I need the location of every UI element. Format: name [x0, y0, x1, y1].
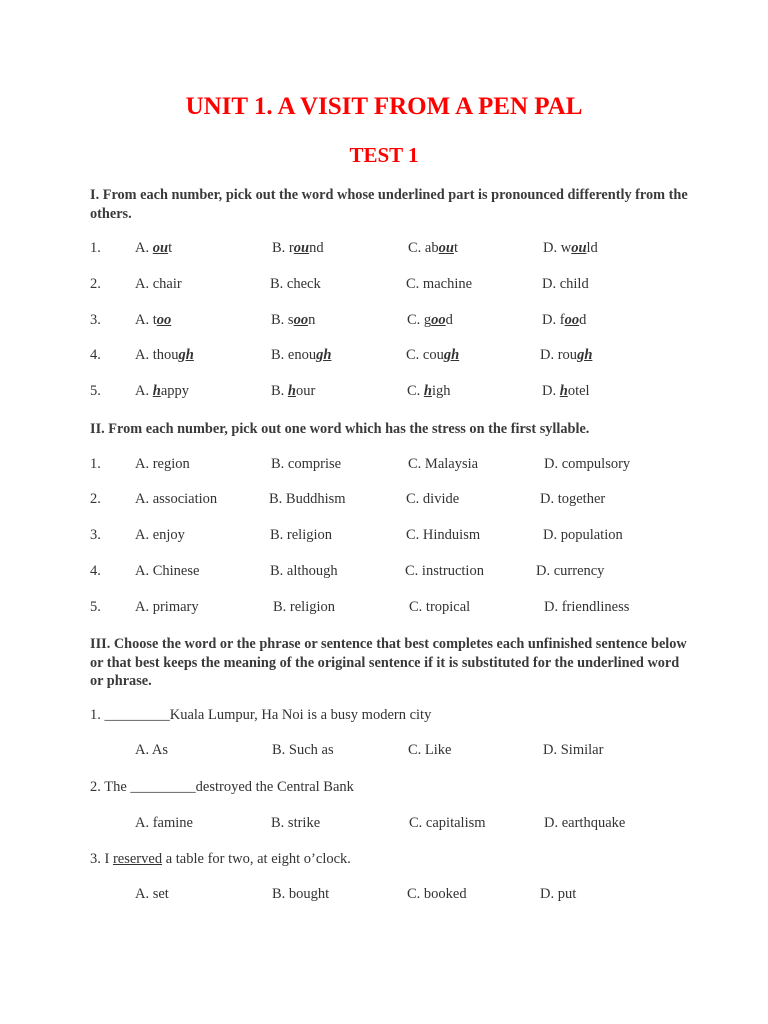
- option-a: A. association: [135, 491, 218, 507]
- section3-question-1-options: [0, 742, 768, 764]
- option-d: D. put: [540, 886, 577, 902]
- option-c: C. machine: [406, 276, 473, 292]
- option-b: B. comprise: [271, 456, 342, 472]
- option-b: B. bought: [272, 886, 330, 902]
- option-c: C. divide: [406, 491, 460, 507]
- option-d: D. would: [543, 240, 598, 256]
- section1-question-5: [0, 383, 768, 405]
- option-a: A. happy: [135, 383, 189, 399]
- option-a: A. too: [135, 312, 172, 328]
- section1-question-1: [0, 240, 768, 262]
- section2-question-5: [0, 599, 768, 621]
- option-d: D. currency: [536, 563, 605, 579]
- section2-question-1: [0, 456, 768, 478]
- option-a: A. set: [135, 886, 169, 902]
- option-c: C. good: [407, 312, 453, 328]
- question-number: 4.: [90, 563, 101, 579]
- option-a: A. As: [135, 742, 169, 758]
- option-a: A. region: [135, 456, 190, 472]
- section3-question-2-stem: 2. The _________destroyed the Central Bank: [90, 779, 354, 795]
- section2-instruction: II. From each number, pick out one word which has the stress on the first syllable.: [90, 421, 590, 437]
- section1-instruction: I. From each number, pick out the word whose underlined part is pronounced differently from the others.: [90, 187, 688, 222]
- option-b: B. enough: [271, 347, 332, 363]
- option-a: A. out: [135, 240, 173, 256]
- section3-question-3-stem: 3. I reserved a table for two, at eight o’clock.: [90, 851, 351, 867]
- option-d: D. Similar: [543, 742, 604, 758]
- option-a: A. Chinese: [135, 563, 200, 579]
- question-number: 5.: [90, 383, 101, 399]
- option-b: B. although: [270, 563, 338, 579]
- option-b: B. religion: [273, 599, 336, 615]
- option-d: D. population: [543, 527, 623, 543]
- option-b: B. Such as: [272, 742, 334, 758]
- option-c: C. cough: [406, 347, 460, 363]
- option-d: D. food: [542, 312, 587, 328]
- section3-question-3-options: [0, 886, 768, 908]
- option-c: C. tropical: [409, 599, 471, 615]
- question-number: 3.: [90, 527, 101, 543]
- option-c: C. Hinduism: [406, 527, 481, 543]
- option-d: D. rough: [540, 347, 593, 363]
- section2-question-3: [0, 527, 768, 549]
- test-subtitle: TEST 1: [349, 143, 419, 167]
- option-b: B. religion: [270, 527, 333, 543]
- question-number: 2.: [90, 276, 101, 292]
- option-b: B. strike: [271, 815, 321, 831]
- option-c: C. high: [407, 383, 451, 399]
- option-d: D. earthquake: [544, 815, 626, 831]
- section1-question-4: [0, 347, 768, 369]
- option-a: A. chair: [135, 276, 182, 292]
- option-b: B. soon: [271, 312, 316, 328]
- underlined-word: reserved: [112, 851, 163, 867]
- option-a: A. though: [135, 347, 194, 363]
- option-d: D. child: [542, 276, 589, 292]
- option-a: A. enjoy: [135, 527, 185, 543]
- section3-question-1-stem: 1. _________Kuala Lumpur, Ha Noi is a busy modern city: [90, 707, 432, 723]
- option-c: C. about: [408, 240, 458, 256]
- option-d: D. compulsory: [544, 456, 631, 472]
- option-d: D. hotel: [542, 383, 590, 399]
- section3-question-2-options: [0, 815, 768, 837]
- option-b: B. Buddhism: [269, 491, 346, 507]
- section1-question-3: [0, 312, 768, 334]
- question-number: 1.: [90, 240, 101, 256]
- option-a: A. primary: [135, 599, 199, 615]
- question-number: 3.: [90, 312, 101, 328]
- option-a: A. famine: [135, 815, 193, 831]
- option-b: B. round: [272, 240, 324, 256]
- option-c: C. Like: [408, 742, 452, 758]
- question-number: 2.: [90, 491, 101, 507]
- section2-question-2: [0, 491, 768, 513]
- option-d: D. together: [540, 491, 606, 507]
- page-title: UNIT 1. A VISIT FROM A PEN PAL: [185, 93, 583, 120]
- section3-instruction: III. Choose the word or the phrase or sentence that best completes each unfinished sentence below or that best keeps the meaning of the original sentence if it is substituted for the underlined word or phrase.: [90, 636, 687, 689]
- option-d: D. friendliness: [544, 599, 630, 615]
- question-number: 4.: [90, 347, 101, 363]
- option-c: C. instruction: [405, 563, 484, 579]
- option-c: C. capitalism: [409, 815, 486, 831]
- option-c: C. booked: [407, 886, 467, 902]
- option-b: B. check: [270, 276, 321, 292]
- option-c: C. Malaysia: [408, 456, 479, 472]
- section1-question-2: [0, 276, 768, 298]
- section2-question-4: [0, 563, 768, 585]
- question-number: 5.: [90, 599, 101, 615]
- option-b: B. hour: [271, 383, 316, 399]
- question-number: 1.: [90, 456, 101, 472]
